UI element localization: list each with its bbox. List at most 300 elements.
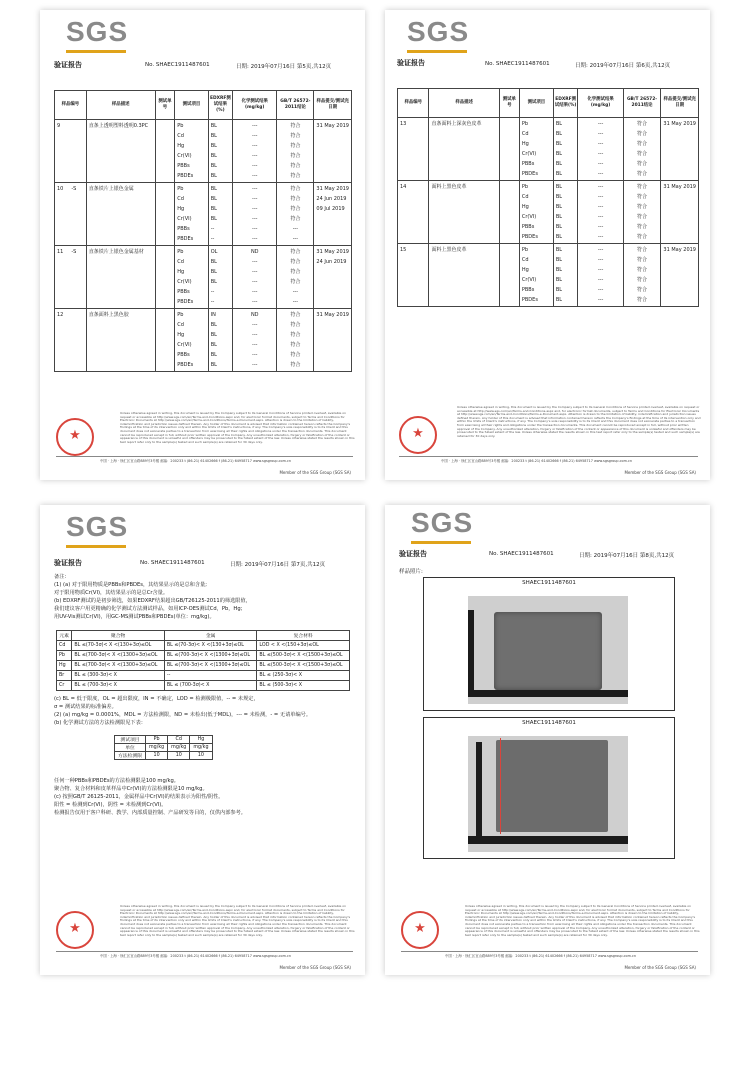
sample-id-cell — [55, 183, 87, 246]
notes-title: 备注： — [54, 574, 70, 580]
sample-id: 14 — [400, 184, 407, 190]
conclusion — [623, 181, 661, 244]
edxrf-result-value: BL — [555, 151, 563, 157]
photo-label: 样品照片: — [399, 569, 423, 575]
edxrf-result — [553, 244, 578, 307]
sample-id-cell — [398, 244, 429, 307]
footer-divider — [401, 951, 698, 952]
test-item-value: Cd — [521, 194, 529, 200]
notes-section-1 — [54, 573, 251, 621]
sgs-logo-bar — [411, 541, 471, 544]
test-item-value: Cd — [177, 322, 184, 328]
limit-cell: BL ≤(700-3σ)< X <(1300+3σ)≤OL — [72, 651, 165, 661]
terms-fine-print: Unless otherwise agreed in writing, this document is issued by the Company subject to its General Conditions of Service printed overleaf, available on request or accessible at http://www.sgs.com/en/Terms-and-Conditions.aspx and, for electronic format documents, subject to Terms and Conditions for Electronic Documents at http://www.sgs.com/en/Terms-and-Conditions/Terms-e-Document.aspx. Attention is drawn to the limitation of liability, indemnification and jurisdiction issues defined therein. Any holder of this document is advised that information contained hereon reflects the Company's findings at the time of its intervention only and within the limits of Client's instructions, if any. The Company's sole responsibility is to its Client and this document does not exonerate parties to a transaction from exercising all their rights and obligations under the transaction documents. This document cannot be reproduced except in full, without prior written approval of the Company. Any unauthorized alteration, forgery or falsification of the content or appearance of this document is unlawful and offenders may be prosecuted to the fullest extent of the law. Unless otherwise stated the results shown in this test report refer only to the sample(s) tested and such sample(s) are retained for 30 days only. — [465, 905, 700, 937]
test-item-value: Cr(VI) — [521, 151, 537, 157]
col-chem: 化学测试结果(mg/kg) — [233, 91, 277, 120]
chem-result-value: --- — [252, 216, 258, 222]
sample-desc: 面料上黑色皮革 — [429, 181, 499, 244]
limit-cell: BL ≤(700-3σ)< X <(1300+3σ)≤OL — [72, 661, 165, 671]
conclusion-value: 符合 — [637, 184, 648, 190]
chem-result-value: --- — [597, 151, 604, 157]
edxrf-result-value: BL — [210, 322, 217, 328]
edxrf-result-value: BL — [555, 267, 563, 273]
report-page-7 — [40, 505, 365, 975]
report-page-5 — [40, 10, 365, 480]
terms-fine-print: Unless otherwise agreed in writing, this document is issued by the Company subject to its General Conditions of Service printed overleaf, available on request or accessible at http://www.sgs.com/en/Terms-and-Conditions.aspx and, for electronic format documents, subject to Terms and Conditions for Electronic Documents at http://www.sgs.com/en/Terms-and-Conditions/Terms-e-Document.aspx. Attention is drawn to the limitation of liability, indemnification and jurisdiction issues defined therein. Any holder of this document is advised that information contained hereon reflects the Company's findings at the time of its intervention only and within the limits of Client's instructions, if any. The Company's sole responsibility is to its Client and this document does not exonerate parties to a transaction from exercising all their rights and obligations under the transaction documents. This document cannot be reproduced except in full, without prior written approval of the Company. Any unauthorized alteration, forgery or falsification of the content or appearance of this document is unlawful and offenders may be prosecuted to the fullest extent of the law. Unless otherwise stated the results shown in this test report refer only to the sample(s) tested and such sample(s) are retained for 30 days only. — [457, 406, 701, 438]
results-table — [54, 90, 352, 372]
footer-address: 中国 · 上海 · 徐汇区宜山路889号3号楼 邮编：200233 t (86-21) 61402666 f (86-21) 64958717 www.sgsgroup.com.cn — [445, 954, 636, 958]
conclusion-value: 符合 — [290, 352, 301, 358]
chem-result-value: --- — [252, 269, 258, 275]
chem-result-value: --- — [597, 194, 604, 200]
edxrf-result-value: BL — [555, 297, 563, 303]
sample-subtag: -S — [71, 249, 77, 255]
test-date — [661, 181, 699, 244]
test-date — [314, 309, 352, 372]
conclusion-value: 符合 — [290, 249, 301, 255]
limit-header-row — [57, 631, 350, 641]
sample-id: 10 — [57, 186, 64, 192]
conclusion-value: 符合 — [290, 153, 301, 159]
report-title: 验证报告 — [397, 59, 425, 67]
note-line: 我们建议客户用更精确的化学测试方法测试样品，如用ICP-OES测试Cd，Pb，Hg; — [54, 606, 243, 612]
conclusion-value: 符合 — [290, 133, 301, 139]
limit-cell: BL ≤(500-3σ)< X <(1500+3σ)≤OL — [257, 651, 350, 661]
conclusion-value: 符合 — [637, 151, 648, 157]
method-cell: 单位 — [115, 744, 146, 752]
edxrf-result-value: BL — [210, 332, 217, 338]
chem-result-value: --- — [252, 259, 258, 265]
limit-cell: BL ≤ (700-3σ)< X — [164, 681, 257, 691]
results-header-row — [398, 89, 699, 118]
chem-result-value: --- — [252, 153, 258, 159]
sample-photo-image — [468, 736, 628, 852]
edxrf-result-value: BL — [555, 194, 563, 200]
chem-result — [578, 181, 623, 244]
note-line: (b) EDXRF测试的是初步筛选，如果EDXRF结果超出GB/T26125-2011的筛选限值， — [54, 598, 251, 604]
edxrf-result — [553, 118, 578, 181]
test-item-value: Pb — [521, 247, 529, 253]
edxrf-result-value: BL — [555, 141, 563, 147]
edxrf-result-value: BL — [555, 161, 563, 167]
conclusion-value: 符合 — [637, 141, 648, 147]
test-item-value: Pb — [177, 312, 184, 318]
report-page-8 — [385, 505, 710, 975]
col-test-item: 测试项目 — [519, 89, 553, 118]
chem-result-value: --- — [597, 131, 604, 137]
test-date-value: 31 May 2019 — [663, 121, 696, 127]
results-header-row — [55, 91, 352, 120]
test-item-value: Cr(VI) — [177, 153, 192, 159]
test-item-value: PBDEs — [177, 236, 194, 242]
edxrf-result-value: BL — [555, 234, 563, 240]
edxrf-result-value: BL — [210, 279, 217, 285]
conclusion-value: 符合 — [290, 269, 301, 275]
note-line: σ = 测试结果的标准偏差。 — [54, 704, 117, 710]
edxrf-result-value: BL — [210, 362, 217, 368]
footer-divider — [56, 456, 353, 457]
sample-id: 12 — [57, 312, 64, 318]
table-row — [55, 309, 352, 372]
test-date-value: 24 Jun 2019 — [316, 259, 347, 265]
limit-col-polymer: 聚合物 — [72, 631, 165, 641]
test-date-value: 09 Jul 2019 — [316, 206, 345, 212]
limit-col-element: 元素 — [57, 631, 72, 641]
test-item-value: PBDEs — [521, 297, 538, 303]
conclusion-value: 符合 — [290, 206, 301, 212]
chem-result-value: --- — [597, 234, 604, 240]
limit-cell: Hg — [57, 661, 72, 671]
sample-id: 15 — [400, 247, 407, 253]
sgs-logo: SGS — [407, 16, 470, 47]
chem-result — [233, 120, 277, 183]
order-no — [155, 183, 175, 246]
table-row — [55, 120, 352, 183]
edxrf-result-value: BL — [555, 214, 563, 220]
chem-result-value: --- — [597, 161, 604, 167]
edxrf-result-value: BL — [555, 224, 563, 230]
limit-cell: -- — [164, 671, 257, 681]
method-header-row — [115, 736, 213, 744]
edxrf-result-value: -- — [210, 289, 215, 295]
conclusion-value: 符合 — [637, 214, 648, 220]
test-item-value: PBDEs — [521, 234, 538, 240]
conclusion-value: 符合 — [637, 224, 648, 230]
terms-fine-print: Unless otherwise agreed in writing, this document is issued by the Company subject to its General Conditions of Service printed overleaf, available on request or accessible at http://www.sgs.com/en/Terms-and-Conditions.aspx and, for electronic format documents, subject to Terms and Conditions for Electronic Documents at http://www.sgs.com/en/Terms-and-Conditions/Terms-e-Document.aspx. Attention is drawn to the limitation of liability, indemnification and jurisdiction issues defined therein. Any holder of this document is advised that information contained hereon reflects the Company's findings at the time of its intervention only and within the limits of Client's instructions, if any. The Company's sole responsibility is to its Client and this document does not exonerate parties to a transaction from exercising all their rights and obligations under the transaction documents. This document cannot be reproduced except in full, without prior written approval of the Company. Any unauthorized alteration, forgery or falsification of the content or appearance of this document is unlawful and offenders may be prosecuted to the fullest extent of the law. Unless otherwise stated the results shown in this test report refer only to the sample(s) tested and such sample(s) are retained for 30 days only. — [120, 412, 355, 444]
test-date-value: 31 May 2019 — [316, 312, 349, 318]
notes-section-2 — [54, 695, 311, 727]
test-item-value: PBDEs — [177, 173, 194, 179]
order-no — [499, 118, 519, 181]
chem-result-value: --- — [597, 247, 604, 253]
edxrf-result-value: BL — [210, 153, 217, 159]
chem-result — [578, 244, 623, 307]
col-test-item: 测试项目 — [175, 91, 208, 120]
conclusion-value: 符合 — [637, 171, 648, 177]
test-date-value: 31 May 2019 — [316, 186, 349, 192]
member-line: Member of the SGS Group (SGS SA) — [624, 965, 696, 970]
test-item — [175, 246, 208, 309]
conclusion-value: 符合 — [637, 267, 648, 273]
conclusion — [277, 246, 314, 309]
results-table — [397, 88, 699, 307]
sample-desc: 直条面料上深灰色皮革 — [429, 118, 499, 181]
edxrf-result — [208, 246, 232, 309]
col-edxrf: EDXRF测试结果(%) — [553, 89, 578, 118]
test-item-value: Hg — [177, 206, 185, 212]
footer-address: 中国 · 上海 · 徐汇区宜山路889号3号楼 邮编：200233 t (86-21) 61402666 f (86-21) 64958717 www.sgsgroup.com.cn — [100, 954, 291, 958]
table-row — [55, 246, 352, 309]
edxrf-result-value: -- — [210, 226, 215, 232]
sgs-logo-bar — [407, 50, 467, 53]
conclusion-value: 符合 — [290, 362, 301, 368]
sample-id-cell — [55, 120, 87, 183]
edxrf-result-value: BL — [210, 143, 217, 149]
chem-result-value: --- — [597, 141, 604, 147]
table-row — [55, 183, 352, 246]
photo-caption: SHAEC1911487601 — [522, 720, 576, 726]
test-item-value: PBBs — [521, 224, 535, 230]
edxrf-result-value: BL — [555, 131, 563, 137]
star-icon: ★ — [412, 426, 424, 441]
chem-result-value: --- — [252, 279, 258, 285]
edxrf-result — [208, 183, 232, 246]
chem-result-value: --- — [597, 171, 604, 177]
col-order-no: 测试单号 — [499, 89, 519, 118]
limit-cell: BL ≤ (250-3σ)< X — [257, 671, 350, 681]
limit-col-metal: 金属 — [164, 631, 257, 641]
conclusion-value: --- — [292, 289, 299, 295]
sample-photo-1 — [423, 577, 675, 711]
method-cell: mg/kg — [190, 744, 212, 752]
method-row — [115, 744, 213, 752]
conclusion-value: 符合 — [637, 287, 648, 293]
chem-result-value: --- — [252, 362, 258, 368]
limit-cell: BL ≤ (500-3σ)< X — [257, 681, 350, 691]
limit-cell: BL ≤(70-3σ)< X <(130+3σ)≤OL — [72, 641, 165, 651]
conclusion — [277, 309, 314, 372]
chem-result-value: --- — [597, 204, 604, 210]
method-col-item: 测试项目 — [115, 736, 146, 744]
chem-result-value: --- — [252, 196, 258, 202]
chem-result-value: --- — [597, 257, 604, 263]
limit-cell: LOD < X <(150+3σ)≤OL — [257, 641, 350, 651]
limit-cell: BL ≤ (700-3σ)< X — [72, 681, 165, 691]
test-item — [519, 244, 553, 307]
method-col-cd: Cd — [168, 736, 190, 744]
conclusion-value: 符合 — [637, 131, 648, 137]
col-sample-desc: 样品描述 — [86, 91, 155, 120]
terms-fine-print: Unless otherwise agreed in writing, this document is issued by the Company subject to its General Conditions of Service printed overleaf, available on request or accessible at http://www.sgs.com/en/Terms-and-Conditions.aspx and, for electronic format documents, subject to Terms and Conditions for Electronic Documents at http://www.sgs.com/en/Terms-and-Conditions/Terms-e-Document.aspx. Attention is drawn to the limitation of liability, indemnification and jurisdiction issues defined therein. Any holder of this document is advised that information contained hereon reflects the Company's findings at the time of its intervention only and within the limits of Client's instructions, if any. The Company's sole responsibility is to its Client and this document does not exonerate parties to a transaction from exercising all their rights and obligations under the transaction documents. This document cannot be reproduced except in full, without prior written approval of the Company. Any unauthorized alteration, forgery or falsification of the content or appearance of this document is unlawful and offenders may be prosecuted to the fullest extent of the law. Unless otherwise stated the results shown in this test report refer only to the sample(s) tested and such sample(s) are retained for 30 days only. — [120, 905, 355, 937]
table-row — [398, 244, 699, 307]
limit-row — [57, 661, 350, 671]
edxrf-result-value: BL — [555, 171, 563, 177]
sample-desc: 直条铁片上银色金属基材 — [86, 246, 155, 309]
sgs-logo: SGS — [411, 507, 474, 538]
footer-divider — [56, 951, 353, 952]
test-item-value: Cr(VI) — [177, 279, 192, 285]
test-date-value: 31 May 2019 — [663, 184, 696, 190]
conclusion-value: 符合 — [290, 312, 301, 318]
col-sample-id: 样品编号 — [398, 89, 429, 118]
note-line: (2) (a) mg/kg = 0.0001%，MDL = 方法检测限，ND = 未检出(低于MDL)，--- = 未检测，- = 无请单编号。 — [54, 712, 312, 718]
chem-result-value: --- — [597, 214, 604, 220]
col-edxrf: EDXRF测试结果(%) — [208, 91, 232, 120]
test-item-value: Hg — [177, 269, 185, 275]
chem-result-value: --- — [597, 184, 604, 190]
test-date — [661, 118, 699, 181]
edxrf-result-value: BL — [210, 206, 217, 212]
conclusion-value: 符合 — [290, 123, 301, 129]
test-item-value: Cd — [521, 257, 529, 263]
conclusion-value: 符合 — [290, 143, 301, 149]
test-item — [175, 183, 208, 246]
test-item-value: PBBs — [177, 289, 190, 295]
chem-result-value: --- — [252, 163, 258, 169]
edxrf-result-value: BL — [555, 121, 563, 127]
test-item-value: Cd — [177, 196, 184, 202]
conclusion-value: 符合 — [290, 173, 301, 179]
note-line: 任何一种PBBs和PBDEs的方法检测限是100 mg/kg。 — [54, 778, 179, 784]
chem-result-value: --- — [252, 123, 258, 129]
conclusion-value: 符合 — [290, 196, 301, 202]
chem-result — [578, 118, 623, 181]
limit-cell: Pb — [57, 651, 72, 661]
chem-result-value: --- — [597, 277, 604, 283]
test-date-value: 31 May 2019 — [316, 123, 349, 129]
edxrf-result-value: -- — [210, 299, 215, 305]
report-number: No. SHAEC1911487601 — [140, 560, 205, 566]
edxrf-result-value: BL — [555, 247, 563, 253]
method-row — [115, 752, 213, 760]
test-item-value: Hg — [177, 332, 185, 338]
report-title: 验证报告 — [399, 550, 427, 558]
conclusion-value: 符合 — [637, 161, 648, 167]
test-item-value: Hg — [521, 141, 529, 147]
note-line: 检测报告仅用于客户科研、教学、内部质量控制、产品研发等目的，仅供内部参考。 — [54, 810, 246, 816]
method-cell: mg/kg — [146, 744, 168, 752]
test-item-value: PBDEs — [177, 362, 194, 368]
edxrf-result-value: BL — [555, 257, 563, 263]
col-sample-desc: 样品描述 — [429, 89, 499, 118]
conclusion-value: 符合 — [637, 297, 648, 303]
report-date: 日期: 2019年07月16日 第7页,共12页 — [230, 562, 326, 568]
conclusion-value: 符合 — [290, 279, 301, 285]
chem-result-value: --- — [252, 133, 258, 139]
inspection-stamp — [399, 416, 437, 454]
limit-row — [57, 641, 350, 651]
photo-caption: SHAEC1911487601 — [522, 580, 576, 586]
sample-id: 13 — [400, 121, 407, 127]
limit-cell: BL ≤(700-3σ)< X <(1300+3σ)≤OL — [164, 661, 257, 671]
limit-cell: BL ≤(70-3σ)< X <(130+3σ)≤OL — [164, 641, 257, 651]
footer-divider — [399, 456, 698, 457]
conclusion-value: 符合 — [637, 121, 648, 127]
edxrf-result-value: BL — [210, 196, 217, 202]
sample-id-cell — [398, 118, 429, 181]
member-line: Member of the SGS Group (SGS SA) — [279, 965, 351, 970]
conclusion-value: 符合 — [637, 247, 648, 253]
test-item — [519, 118, 553, 181]
sample-desc: 直条铁片上银色金属 — [86, 183, 155, 246]
footer-address: 中国 · 上海 · 徐汇区宜山路889号3号楼 邮编：200233 t (86-21) 61402666 f (86-21) 64958717 www.sgsgroup.com.cn — [441, 459, 632, 463]
test-item-value: PBBs — [521, 287, 535, 293]
test-item — [175, 120, 208, 183]
member-line: Member of the SGS Group (SGS SA) — [279, 470, 351, 475]
note-line: 用UV-Vis测试Cr(VI)，用GC-MS测试PBBs和PBDEs(单位：mg/kg)。 — [54, 614, 215, 620]
test-item-value: Hg — [521, 267, 529, 273]
note-line: 聚合物、复合材料和皮革样品中Cr(VI)的方法检测限是10 mg/kg。 — [54, 786, 208, 792]
test-item-value: Pb — [177, 186, 184, 192]
chem-result-value: --- — [252, 226, 258, 232]
edxrf-result-value: BL — [555, 287, 563, 293]
chem-result — [233, 246, 277, 309]
chem-result-value: --- — [597, 297, 604, 303]
test-item — [175, 309, 208, 372]
col-order-no: 测试单号 — [155, 91, 175, 120]
test-item-value: PBBs — [177, 163, 190, 169]
report-number: No. SHAEC1911487601 — [485, 61, 550, 67]
conclusion-value: 符合 — [290, 342, 301, 348]
conclusion-value: --- — [292, 236, 299, 242]
test-item-value: PBBs — [177, 226, 190, 232]
test-item-value: Hg — [177, 143, 185, 149]
order-no — [499, 244, 519, 307]
test-item-value: Cr(VI) — [521, 277, 537, 283]
sample-photo-2 — [423, 717, 675, 859]
chem-result-value: ND — [250, 312, 259, 318]
chem-result-value: --- — [252, 186, 258, 192]
order-no — [499, 181, 519, 244]
report-date: 日期: 2019年07月16日 第5页,共12页 — [236, 64, 332, 70]
conclusion-value: 符合 — [637, 194, 648, 200]
chem-result-value: --- — [252, 206, 258, 212]
method-detection-table — [114, 735, 213, 760]
col-chem: 化学测试结果(mg/kg) — [578, 89, 623, 118]
test-date — [314, 183, 352, 246]
conclusion-value: 符合 — [290, 216, 301, 222]
col-conclusion: GB/T 26572-2011结论 — [277, 91, 314, 120]
sgs-logo: SGS — [66, 511, 129, 542]
conclusion-value: 符合 — [290, 186, 301, 192]
chem-result-value: --- — [597, 267, 604, 273]
conclusion-value: 符合 — [637, 277, 648, 283]
inspection-stamp — [401, 911, 439, 949]
chem-result-value: --- — [597, 287, 604, 293]
test-item-value: PBDEs — [177, 299, 194, 305]
conclusion-value: 符合 — [290, 322, 301, 328]
edxrf-result-value: BL — [210, 216, 217, 222]
report-date: 日期: 2019年07月16日 第6页,共12页 — [575, 63, 671, 69]
method-col-pb: Pb — [146, 736, 168, 744]
screening-limit-table — [56, 630, 350, 691]
order-no — [155, 246, 175, 309]
sample-id-cell — [398, 181, 429, 244]
table-row — [398, 181, 699, 244]
star-icon: ★ — [69, 428, 81, 443]
edxrf-result — [208, 309, 232, 372]
report-title: 验证报告 — [54, 61, 82, 69]
conclusion — [623, 118, 661, 181]
report-date: 日期: 2019年07月16日 第8页,共12页 — [579, 553, 675, 559]
test-item-value: Cr(VI) — [177, 216, 192, 222]
report-page-6 — [385, 10, 710, 480]
edxrf-result-value: BL — [555, 204, 563, 210]
limit-col-composite: 复合材料 — [257, 631, 350, 641]
col-dates: 样品提交/测试完日期 — [314, 91, 352, 120]
conclusion-value: 符合 — [637, 234, 648, 240]
sample-desc: 直条面料上黑色胶 — [86, 309, 155, 372]
test-item-value: Pb — [177, 123, 184, 129]
test-item — [519, 181, 553, 244]
sample-photo-image — [468, 596, 628, 704]
inspection-stamp — [56, 911, 94, 949]
note-line: (1) (a) 对于限用物质是PBBs和PBDEs，其结果显示的是总和含量; — [54, 582, 207, 588]
test-item-value: Pb — [177, 249, 184, 255]
test-date — [661, 244, 699, 307]
col-dates: 样品提交/测试完日期 — [661, 89, 699, 118]
sample-desc: 面料上黑色皮革 — [429, 244, 499, 307]
method-cell: 10 — [146, 752, 168, 760]
conclusion-value: --- — [292, 226, 299, 232]
limit-cell: Cd — [57, 641, 72, 651]
report-number: No. SHAEC1911487601 — [145, 62, 210, 68]
sgs-logo-bar — [66, 50, 126, 53]
note-line: (c) 按照GB/T 26125-2011，金属样品中Cr(VI)的结果表示为阳性/阴性。 — [54, 794, 224, 800]
note-line: 阳性 = 检测到Cr(VI)，阴性 = 未检测到Cr(VI)。 — [54, 802, 167, 808]
test-item-value: Cd — [177, 259, 184, 265]
test-item-value: PBBs — [177, 352, 190, 358]
